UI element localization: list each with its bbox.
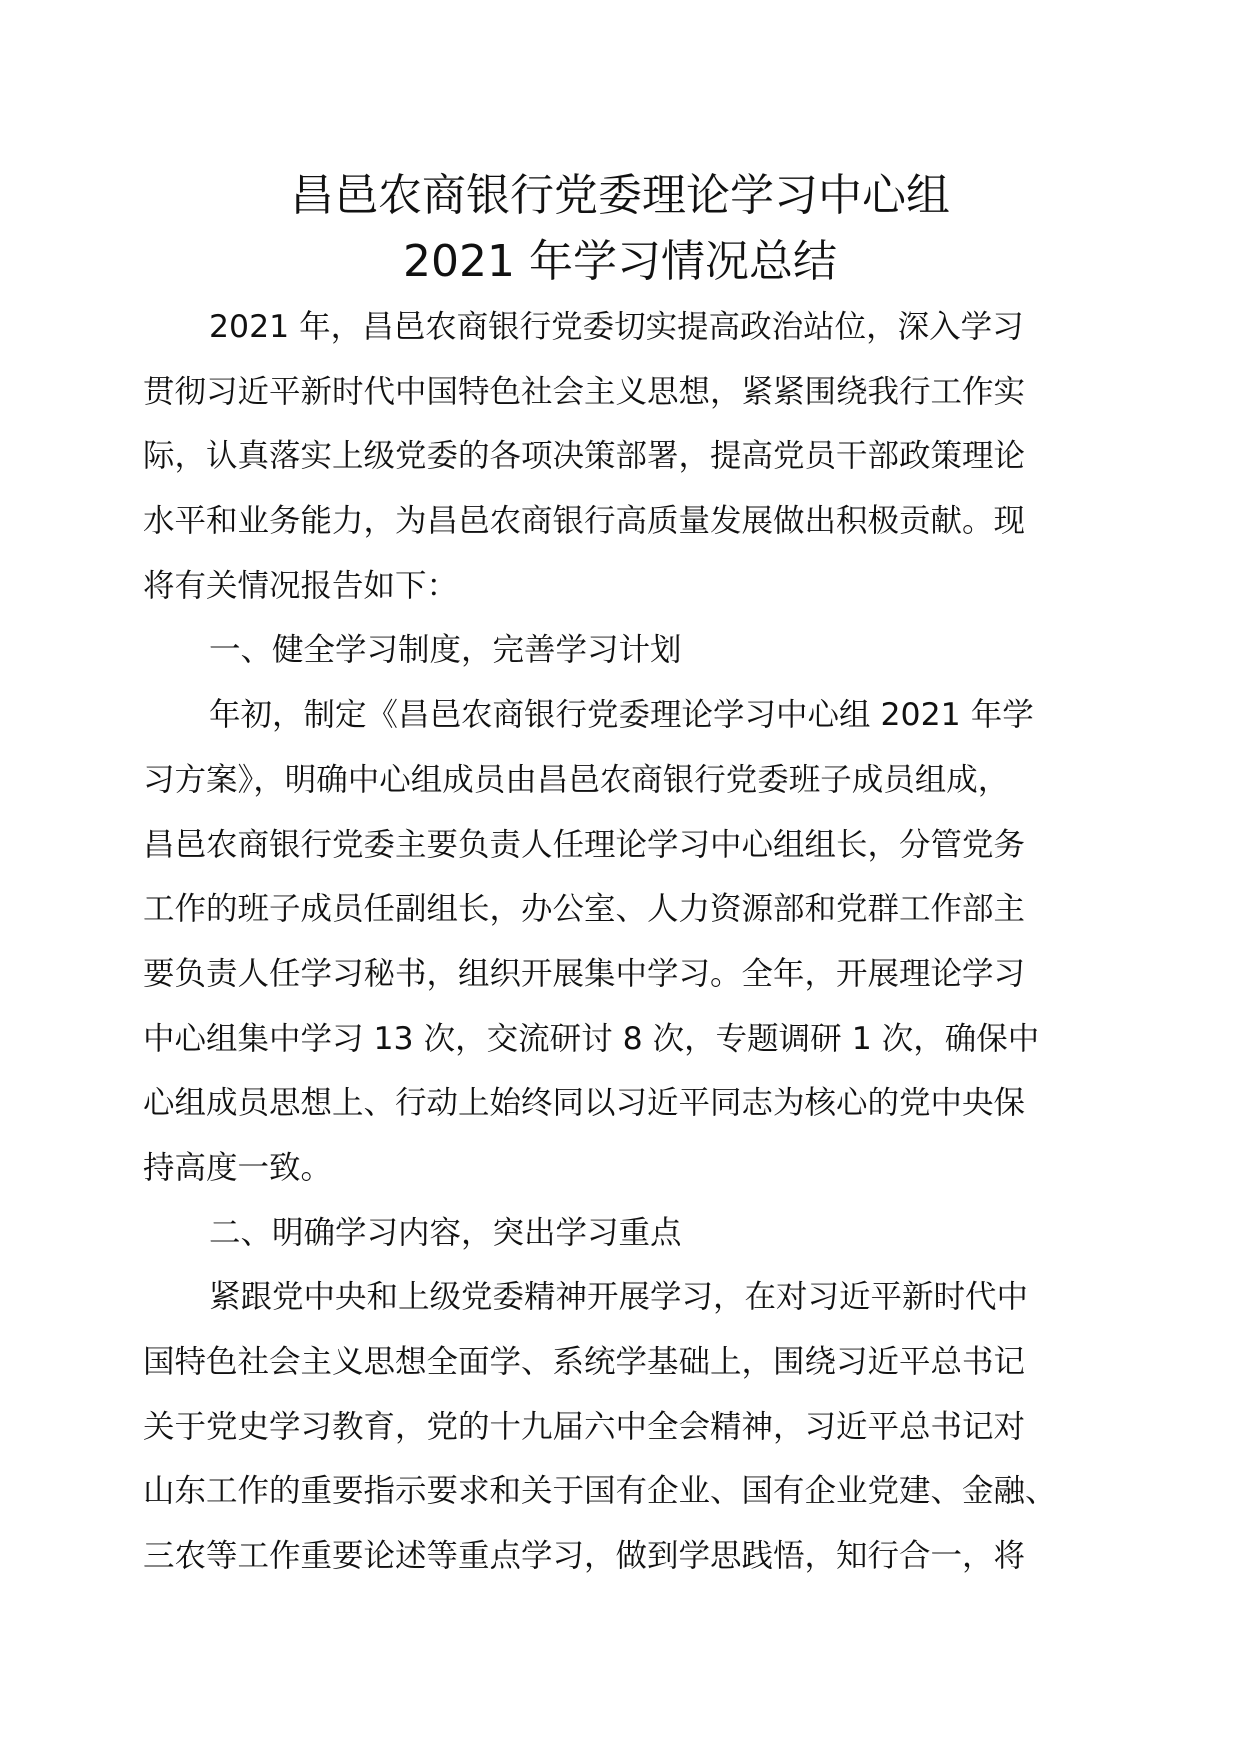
paragraph-section-1-line: 工作的班子成员任副组长，办公室、人力资源部和党群工作部主 xyxy=(143,891,1026,928)
paragraph-section-2-line: 关于党史学习教育，党的十九届六中全会精神，习近平总书记对 xyxy=(143,1408,1026,1445)
paragraph-intro-line: 际，认真落实上级党委的各项决策部署，提高党员干部政策理论 xyxy=(143,438,1026,475)
section-heading-2: 二、明确学习内容，突出学习重点 xyxy=(209,1214,682,1251)
paragraph-section-1-line: 年初，制定《昌邑农商银行党委理论学习中心组 2021 年学 xyxy=(209,697,1034,734)
paragraph-section-2-line: 山东工作的重要指示要求和关于国有企业、国有企业党建、金融、 xyxy=(143,1473,1057,1510)
paragraph-section-1-line: 习方案》，明确中心组成员由昌邑农商银行党委班子成员组成， xyxy=(143,761,1010,798)
paragraph-section-2-line: 国特色社会主义思想全面学、系统学基础上，围绕习近平总书记 xyxy=(143,1344,1026,1380)
document-title-line-1: 昌邑农商银行党委理论学习中心组 xyxy=(290,170,950,221)
paragraph-section-2-line: 紧跟党中央和上级党委精神开展学习，在对习近平新时代中 xyxy=(209,1279,1029,1316)
paragraph-section-2-line: 三农等工作重要论述等重点学习，做到学思践悟，知行合一，将 xyxy=(143,1538,1026,1575)
document-body xyxy=(143,295,1133,1589)
paragraph-section-1-line: 昌邑农商银行党委主要负责人任理论学习中心组组长，分管党务 xyxy=(143,826,1026,863)
paragraph-intro-line: 2021 年，昌邑农商银行党委切实提高政治站位，深入学习 xyxy=(209,309,1024,345)
paragraph-section-1-line: 心组成员思想上、行动上始终同以习近平同志为核心的党中央保 xyxy=(143,1085,1026,1122)
paragraph-section-1-line: 中心组集中学习 13 次，交流研讨 8 次，专题调研 1 次，确保中 xyxy=(143,1020,1040,1057)
paragraph-intro-line: 贯彻习近平新时代中国特色社会主义思想，紧紧围绕我行工作实 xyxy=(143,373,1026,410)
section-heading-1: 一、健全学习制度，完善学习计划 xyxy=(209,632,682,669)
paragraph-intro-line: 将有关情况报告如下： xyxy=(143,567,459,604)
document-title-line-2: 2021 年学习情况总结 xyxy=(403,236,837,287)
paragraph-section-1-line: 要负责人任学习秘书，组织开展集中学习。全年，开展理论学习 xyxy=(143,955,1026,992)
paragraph-section-1-line: 持高度一致。 xyxy=(143,1149,333,1186)
paragraph-intro-line: 水平和业务能力，为昌邑农商银行高质量发展做出积极贡献。现 xyxy=(143,503,1026,540)
